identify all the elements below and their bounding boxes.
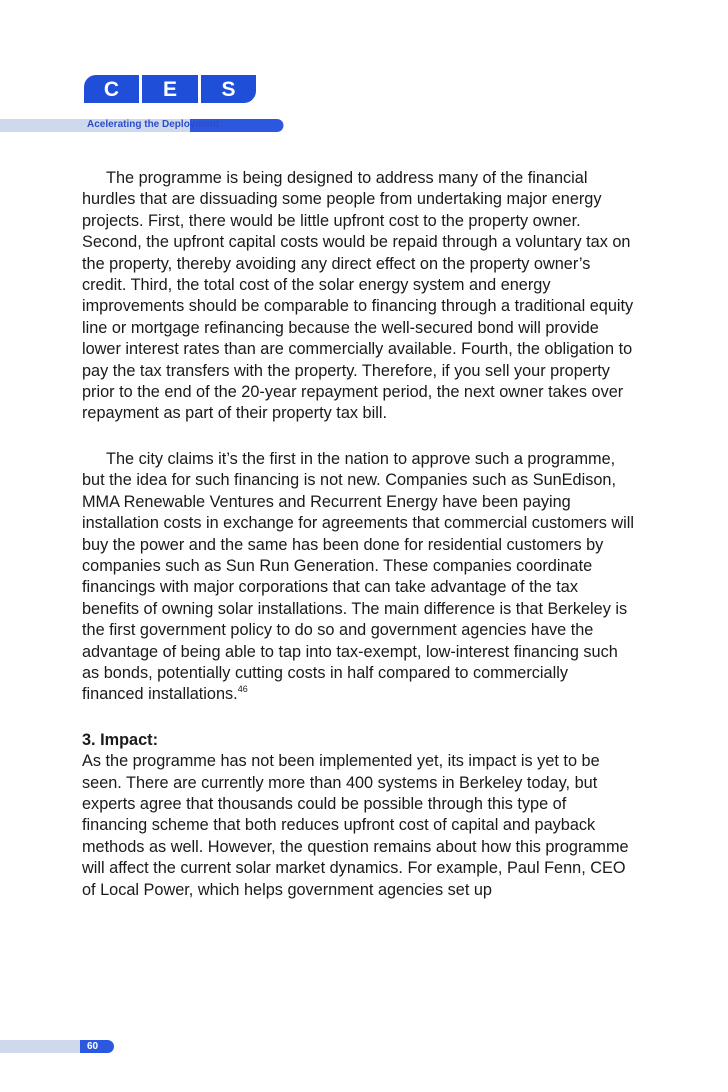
paragraph-city-claims (82, 449, 634, 706)
paragraph-impact: As the programme has not been implemented yet, its impact is yet to be seen. There are currently more than 400 systems in Berkeley today, but experts agree that thousands could be possible through this type of financing scheme that both reduces upfront cost of capital and payback methods as well. However, the question remains about how this programme will affect the current solar market dynamics. For example, Paul Fenn, CEO of Local Power, which helps government agencies set up (82, 752, 629, 899)
footnote-ref-46[interactable]: 46 (237, 684, 248, 695)
paragraph-2-text: The city claims it’s the first in the nation to approve such a programme, but the idea for such financing is not new. Companies such as SunEdison, MMA Renewable Ventures and Recurrent Energy have been paying installation costs in exchange for agreements that commercial customers will buy the power and the same has been done for residential customers by companies such as Sun Run Generation. These companies coordinate financings with major corporations that can take advantage of the tax benefits of owning solar installations. The main difference is that Berkeley is the first government policy to do so and government agencies have the advantage of being able to tap into tax-exempt, low-interest financing such as bonds, potentially cutting costs in half compared to commercially financed installations. (82, 449, 634, 704)
logo-letter-s: S (221, 78, 236, 101)
logo-letter-e: E (162, 78, 178, 101)
paragraph-financial-hurdles (82, 168, 634, 425)
header-tagline: Acelerating the Deployment (87, 119, 220, 130)
ces-logo (84, 75, 256, 103)
section-heading-impact: 3. Impact: (82, 730, 159, 749)
logo-letter-c: C (103, 78, 120, 101)
page-number: 60 (87, 1041, 99, 1052)
paragraph-1-text: The programme is being designed to address many of the financial hurdles that are dissuading some people from undertaking major energy projects. First, there would be little upfront cost to the property owner. Second, the upfront capital costs would be repaid through a voluntary tax on the property, thereby avoiding any direct effect on the property owner’s credit. Third, the total cost of the solar energy system and energy improvements should be comparable to financing through a traditional equity line or mortgage refinancing because the well-secured bond will provide lower interest rates than are commercially available. Fourth, the obligation to pay the tax transfers with the property. Therefore, if you sell your property prior to the end of the 20-year repayment period, the next owner takes over repayment as part of their property tax bill. (82, 169, 634, 423)
body-text (82, 168, 634, 901)
